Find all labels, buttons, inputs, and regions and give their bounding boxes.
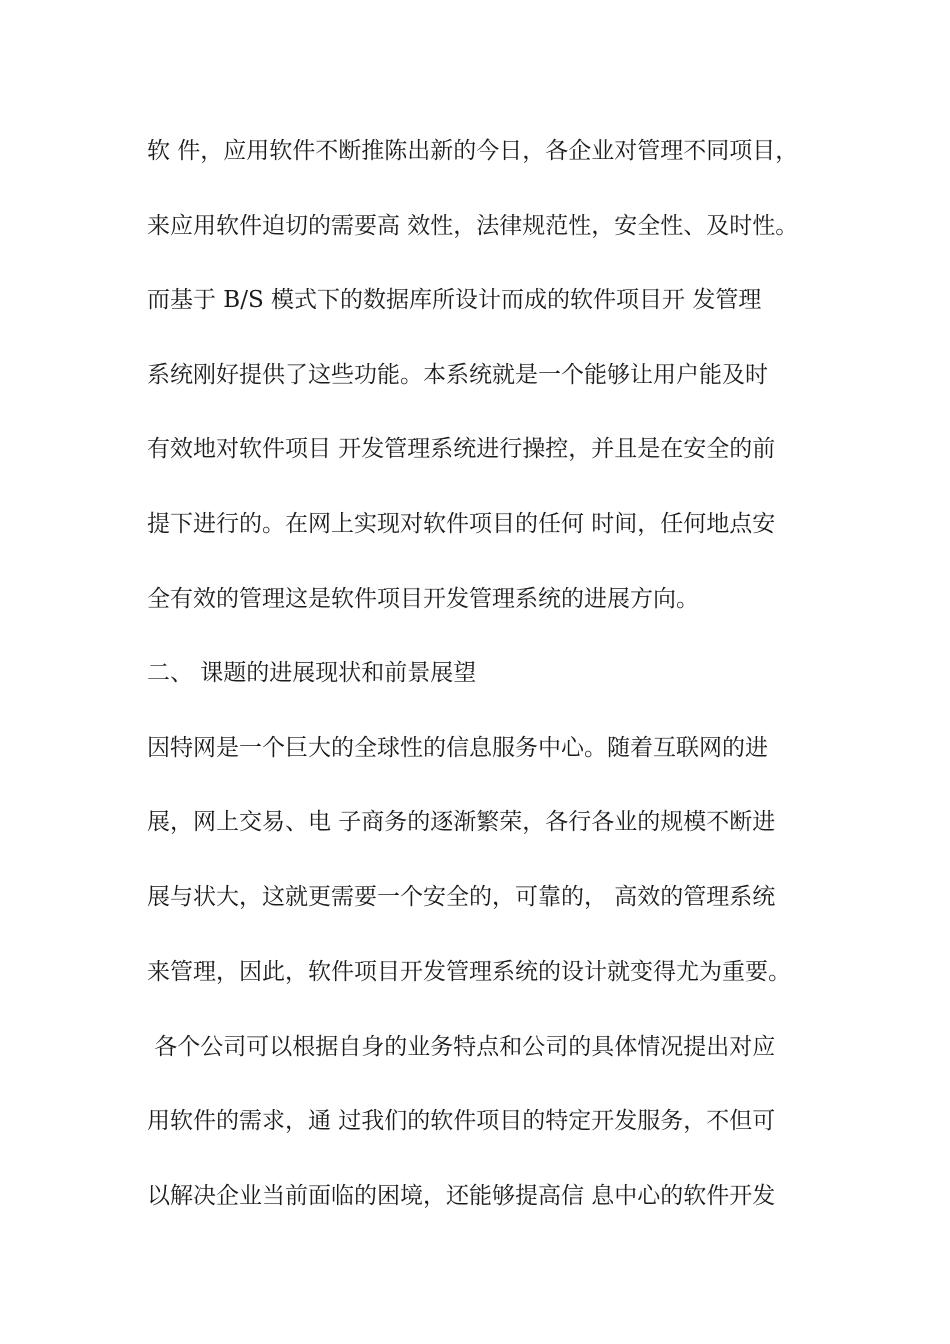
body-text-line: 以解决企业当前面临的困境，还能够提高信 息中心的软件开发 — [147, 1183, 776, 1209]
body-text-line: 展，网上交易、电 子商务的逐渐繁荣，各行各业的规模不断进 — [147, 809, 776, 835]
body-text-line: 因特网是一个巨大的全球性的信息服务中心。随着互联网的进 — [147, 735, 768, 761]
body-text-line: 各个公司可以根据自身的业务特点和公司的具体情况提出对应 — [147, 1034, 776, 1060]
body-text-line: 有效地对软件项目 开发管理系统进行操控，并且是在安全的前 — [147, 436, 776, 462]
body-text-line: 来管理，因此，软件项目开发管理系统的设计就变得尤为重要。 — [147, 959, 791, 985]
body-text-line: 系统刚好提供了这些功能。本系统就是一个能够让用户能及时 — [147, 362, 768, 388]
body-text-line: 展与状大，这就更需要一个安全的，可靠的， 高效的管理系统 — [147, 884, 776, 910]
body-text-line: 而基于 B/S 模式下的数据库所设计而成的软件项目开 发管理 — [147, 287, 762, 313]
section-heading: 二、 课题的进展现状和前景展望 — [147, 660, 477, 686]
body-text-line: 提下进行的。在网上实现对软件项目的任何 时间，任何地点安 — [147, 511, 776, 537]
body-text-line: 来应用软件迫切的需要高 效性，法律规范性，安全性、及时性。 — [147, 213, 799, 239]
body-text-line: 用软件的需求，通 过我们的软件项目的特定开发服务，不但可 — [147, 1108, 776, 1134]
body-text-line: 软 件，应用软件不断推陈出新的今日，各企业对管理不同项目， — [147, 138, 799, 164]
body-text-line: 全有效的管理这是软件项目开发管理系统的进展方向。 — [147, 586, 699, 612]
